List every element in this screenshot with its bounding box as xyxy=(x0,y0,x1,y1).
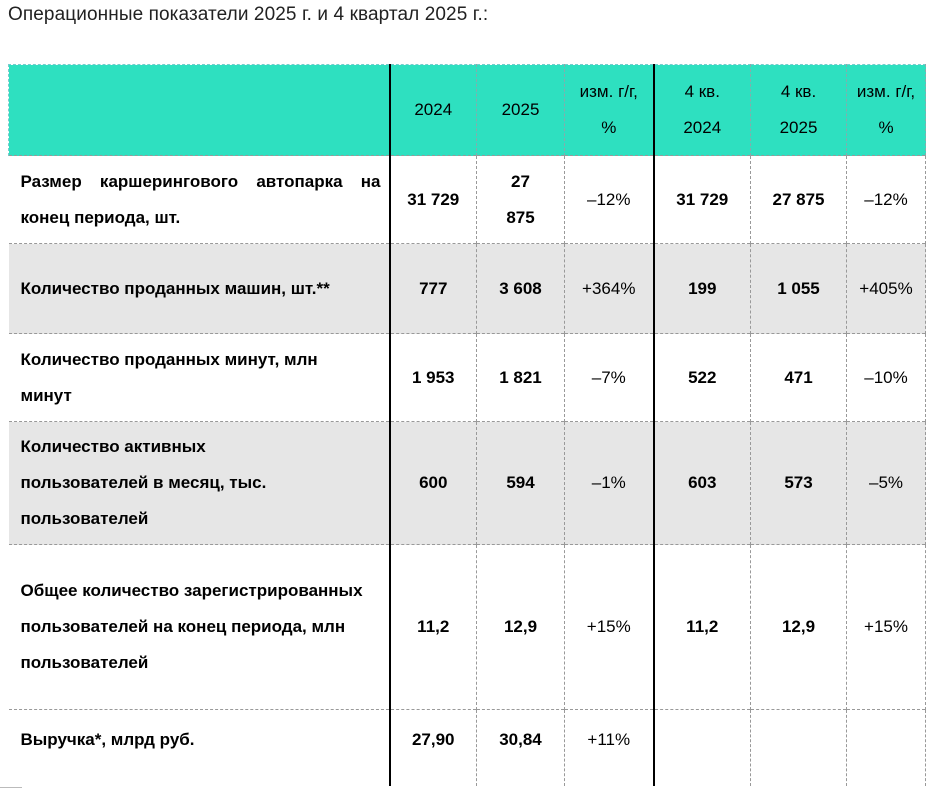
header-empty xyxy=(9,65,390,156)
cell-yoy: –12% xyxy=(565,156,654,244)
cell-2025: 594 xyxy=(477,422,565,545)
cell-q4-2024: 522 xyxy=(654,334,751,422)
cell-2025: 27 875 xyxy=(477,156,565,244)
cell-q4-2025: 573 xyxy=(751,422,847,545)
cell-q4-2024: 199 xyxy=(654,244,751,334)
header-q4-2024: 4 кв. 2024 xyxy=(654,65,751,156)
cell-q4-2024 xyxy=(654,710,751,786)
operating-metrics-table xyxy=(8,64,926,786)
cell-q-yoy: –12% xyxy=(847,156,926,244)
row-label: Общее количество зарегистрированных пользователей на конец периода, млн пользователей xyxy=(9,545,390,710)
row-label: Количество проданных машин, шт.** xyxy=(9,244,390,334)
cell-yoy: +364% xyxy=(565,244,654,334)
cell-2025: 12,9 xyxy=(477,545,565,710)
cell-q4-2025 xyxy=(751,710,847,786)
table-header-row xyxy=(9,65,926,156)
header-q4-2025: 4 кв. 2025 xyxy=(751,65,847,156)
table-row xyxy=(9,244,926,334)
cell-q-yoy: –5% xyxy=(847,422,926,545)
cell-yoy: +11% xyxy=(565,710,654,786)
cell-q4-2025: 27 875 xyxy=(751,156,847,244)
header-yoy: изм. г/г, % xyxy=(565,65,654,156)
cell-2025: 30,84 xyxy=(477,710,565,786)
cell-q4-2025: 1 055 xyxy=(751,244,847,334)
cell-2025: 1 821 xyxy=(477,334,565,422)
cell-yoy: +15% xyxy=(565,545,654,710)
cell-q4-2024: 603 xyxy=(654,422,751,545)
cell-q4-2025: 12,9 xyxy=(751,545,847,710)
divider xyxy=(0,787,22,788)
row-label: Количество активных пользователей в месяц, тыс. пользователей xyxy=(9,422,390,545)
header-2025: 2025 xyxy=(477,65,565,156)
cell-q4-2025: 471 xyxy=(751,334,847,422)
cell-2024: 11,2 xyxy=(390,545,477,710)
table-row xyxy=(9,156,926,244)
cell-2024: 600 xyxy=(390,422,477,545)
cell-2024: 777 xyxy=(390,244,477,334)
header-2024: 2024 xyxy=(390,65,477,156)
cell-2024: 1 953 xyxy=(390,334,477,422)
cell-q-yoy: +15% xyxy=(847,545,926,710)
cell-q-yoy: +405% xyxy=(847,244,926,334)
cell-q4-2024: 11,2 xyxy=(654,545,751,710)
cell-q-yoy: –10% xyxy=(847,334,926,422)
table-row xyxy=(9,422,926,545)
cell-2024: 31 729 xyxy=(390,156,477,244)
table-row xyxy=(9,334,926,422)
row-label: Количество проданных минут, млн минут xyxy=(9,334,390,422)
table-row xyxy=(9,545,926,710)
cell-yoy: –1% xyxy=(565,422,654,545)
row-label: Выручка*, млрд руб. xyxy=(9,710,390,786)
page-title: Операционные показатели 2025 г. и 4 квартал 2025 г.: xyxy=(8,4,489,25)
header-q-yoy: изм. г/г, % xyxy=(847,65,926,156)
cell-q-yoy xyxy=(847,710,926,786)
cell-2024: 27,90 xyxy=(390,710,477,786)
cell-2025: 3 608 xyxy=(477,244,565,334)
cell-yoy: –7% xyxy=(565,334,654,422)
table-row xyxy=(9,710,926,786)
cell-q4-2024: 31 729 xyxy=(654,156,751,244)
row-label: Размер каршерингового автопарка на конец периода, шт. xyxy=(9,156,390,244)
